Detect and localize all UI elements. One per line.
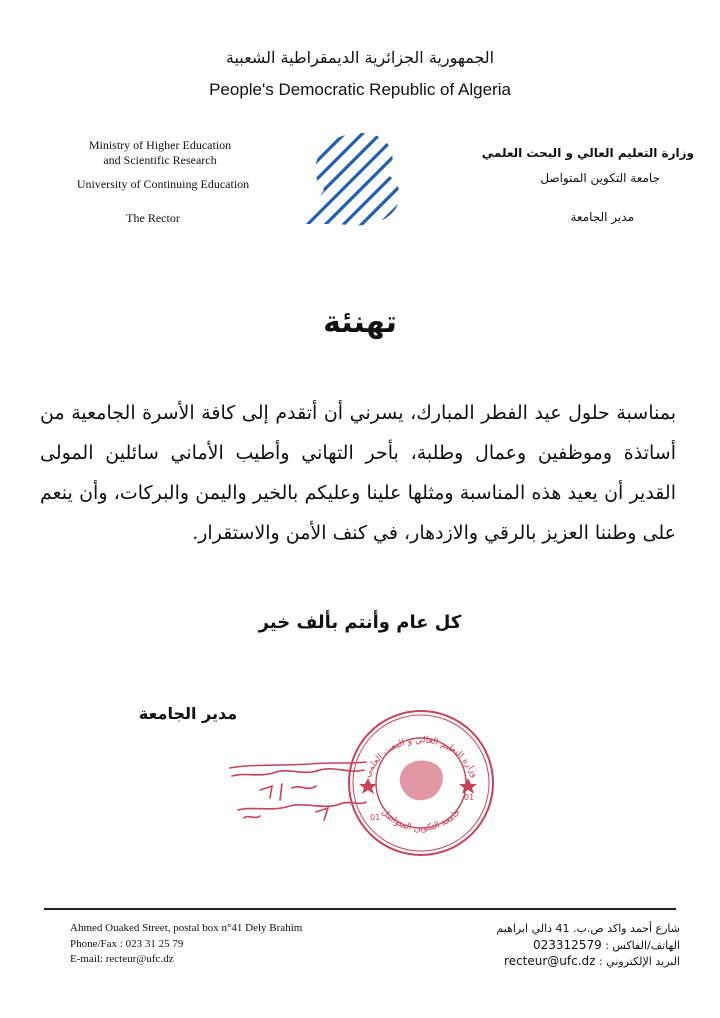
footer-phone-english: Phone/Fax : 023 31 25 79 — [70, 938, 184, 950]
footer-email-arabic-label: البريد الإلكتروني : — [598, 955, 680, 968]
letter-heading: تهنئة — [323, 305, 397, 340]
greeting-line: كل عام وأنتم بألف خير — [258, 612, 462, 633]
republic-title-arabic: الجمهورية الجزائرية الديمقراطية الشعبية — [225, 48, 495, 67]
footer-email-english[interactable]: E-mail: recteur@ufc.dz — [70, 953, 174, 965]
svg-text:01: 01 — [464, 793, 475, 802]
ministry-name-arabic: وزارة التعليم العالي و البحث العلمي — [481, 146, 694, 160]
footer-phone-arabic-value: 023312579 — [533, 938, 602, 952]
footer-address-english: Ahmed Ouaked Street, postal box n°41 Dely Brahim — [70, 922, 303, 934]
footer-email-arabic — [420, 954, 680, 968]
university-name-arabic: جامعة التكوين المتواصل — [540, 171, 660, 185]
university-name-english: University of Continuing Education — [76, 177, 250, 191]
footer-divider — [44, 908, 676, 910]
svg-text:01: 01 — [370, 813, 381, 822]
footer-email-arabic-value[interactable]: recteur@ufc.dz — [504, 954, 596, 968]
footer-phone-arabic-label: الهاتف/الفاكس : — [605, 939, 680, 952]
footer-phone-arabic — [420, 938, 680, 952]
rector-title-english: The Rector — [126, 211, 180, 225]
university-logo — [282, 120, 422, 230]
signatory-title: مدير الجامعة — [138, 704, 238, 723]
letter-body — [40, 393, 676, 553]
svg-text:جامعة التكوين المتواصل: جامعة التكوين المتواصل — [379, 807, 463, 834]
footer-address-arabic: شارع أحمد واكد ص.ب. 41 دالي ابراهيم — [496, 922, 680, 935]
letter-body-text: بمناسبة حلول عيد الفطر المبارك، يسرني أن أتقدم إلى كافة الأسرة الجامعية من أساتذة وموظفين وعمال وطلبة، بأحر التهاني وأطيب الأماني سائلين المولى القدير أن يعيد هذه المناسبة ومثلها علينا وعليكم بالخير واليمن والبركات، وأن ينعم على وطننا العزيز بالرقي والازدهار، في كنف الأمن والاستقرار. — [40, 402, 676, 544]
republic-title-english: People's Democratic Republic of Algeria — [209, 80, 511, 99]
ministry-name-english: Ministry of Higher Education and Scientific Research — [88, 138, 232, 167]
rector-title-arabic: مدير الجامعة — [570, 210, 634, 224]
official-stamp — [346, 708, 496, 858]
svg-text:وزارة التعليم العالي و البحث ا: وزارة التعليم العالي و البحث العلمي — [362, 735, 480, 780]
